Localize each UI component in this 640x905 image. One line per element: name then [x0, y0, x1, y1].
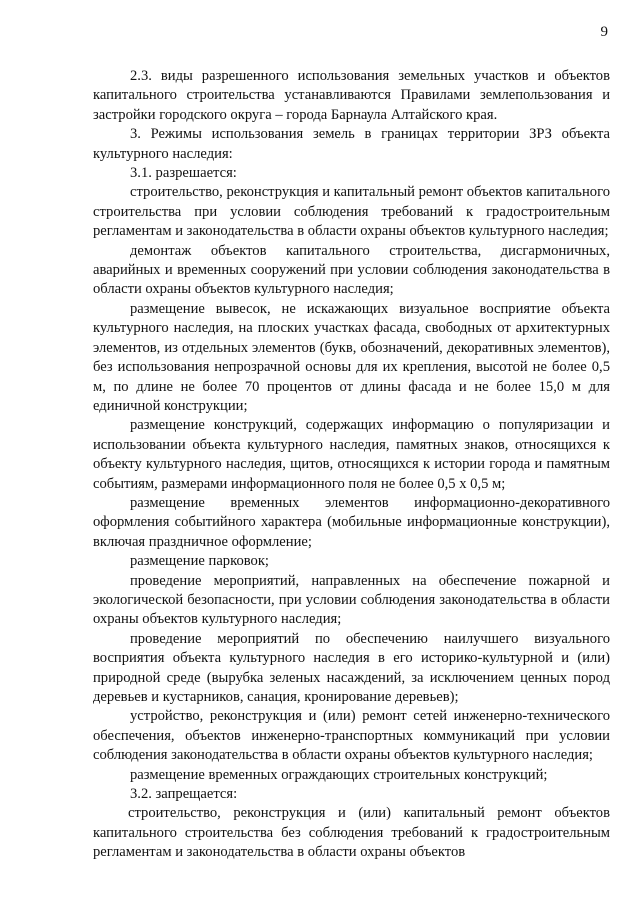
paragraph: строительство, реконструкция и капитальный ремонт объектов капитального строительства при условии соблюдения требований к градостроительным регламентам и законодательства в области охраны объектов культурного наследия;	[93, 184, 610, 240]
paragraph: размещение парковок;	[130, 553, 269, 570]
paragraph: размещение временных элементов информационно-декоративного оформления событийного характера (мобильные информационные конструкции), включая праздничное оформление;	[93, 494, 610, 550]
page-number: 9	[600, 24, 608, 40]
paragraph: 3.2. запрещается:	[130, 786, 238, 803]
paragraph: 3.1. разрешается:	[130, 165, 237, 182]
paragraph: размещение временных ограждающих строительных конструкций;	[130, 766, 548, 783]
paragraph: размещение вывесок, не искажающих визуальное восприятие объекта культурного наследия, на плоских участках фасада, свободных от архитектурных элементов, из отдельных элементов (букв, обозначений, декоративных элементов), без использования непрозрачной основы для их крепления, высотой не более 0,5 м, по длине не более 70 процентов от длины фасада и не более 15,0 м для единичной конструкции;	[93, 300, 610, 414]
paragraph: размещение конструкций, содержащих информацию о популяризации и использовании объекта культурного наследия, памятных знаков, относящихся к объекту культурного наследия, щитов, относящихся к истории города и памятным событиям, размерами информационного поля не более 0,5 х 0,5 м;	[93, 417, 610, 492]
paragraph: проведение мероприятий по обеспечению наилучшего визуального восприятия объекта культурного наследия в его историко-культурной и (или) природной среде (вырубка зеленых насаждений, за исключением ценных пород деревьев и кустарников, санация, кронирование деревьев);	[93, 630, 610, 705]
paragraph: проведение мероприятий, направленных на обеспечение пожарной и экологической безопасности, при условии соблюдения законодательства в области охраны объектов культурного наследия;	[93, 572, 610, 628]
paragraph: 3. Режимы использования земель в границах территории ЗРЗ объекта культурного наследия:	[93, 126, 610, 162]
paragraph: устройство, реконструкция и (или) ремонт сетей инженерно-технического обеспечения, объектов инженерно-транспортных коммуникаций при условии соблюдения законодательства в области охраны объектов культурного наследия;	[93, 708, 610, 764]
document-body	[93, 67, 610, 863]
paragraph: 2.3. виды разрешенного использования земельных участков и объектов капитального строительства устанавливаются Правилами землепользования и застройки городского округа – города Барнаула Алтайского края.	[93, 68, 610, 123]
paragraph: демонтаж объектов капитального строительства, дисгармоничных, аварийных и временных сооружений при условии соблюдения законодательства в области охраны объектов культурного наследия;	[93, 242, 610, 298]
paragraph: строительство, реконструкция и (или) капитальный ремонт объектов капитального строительства без соблюдения требований к градостроительным регламентам и законодательства в области охраны объектов	[93, 805, 610, 861]
